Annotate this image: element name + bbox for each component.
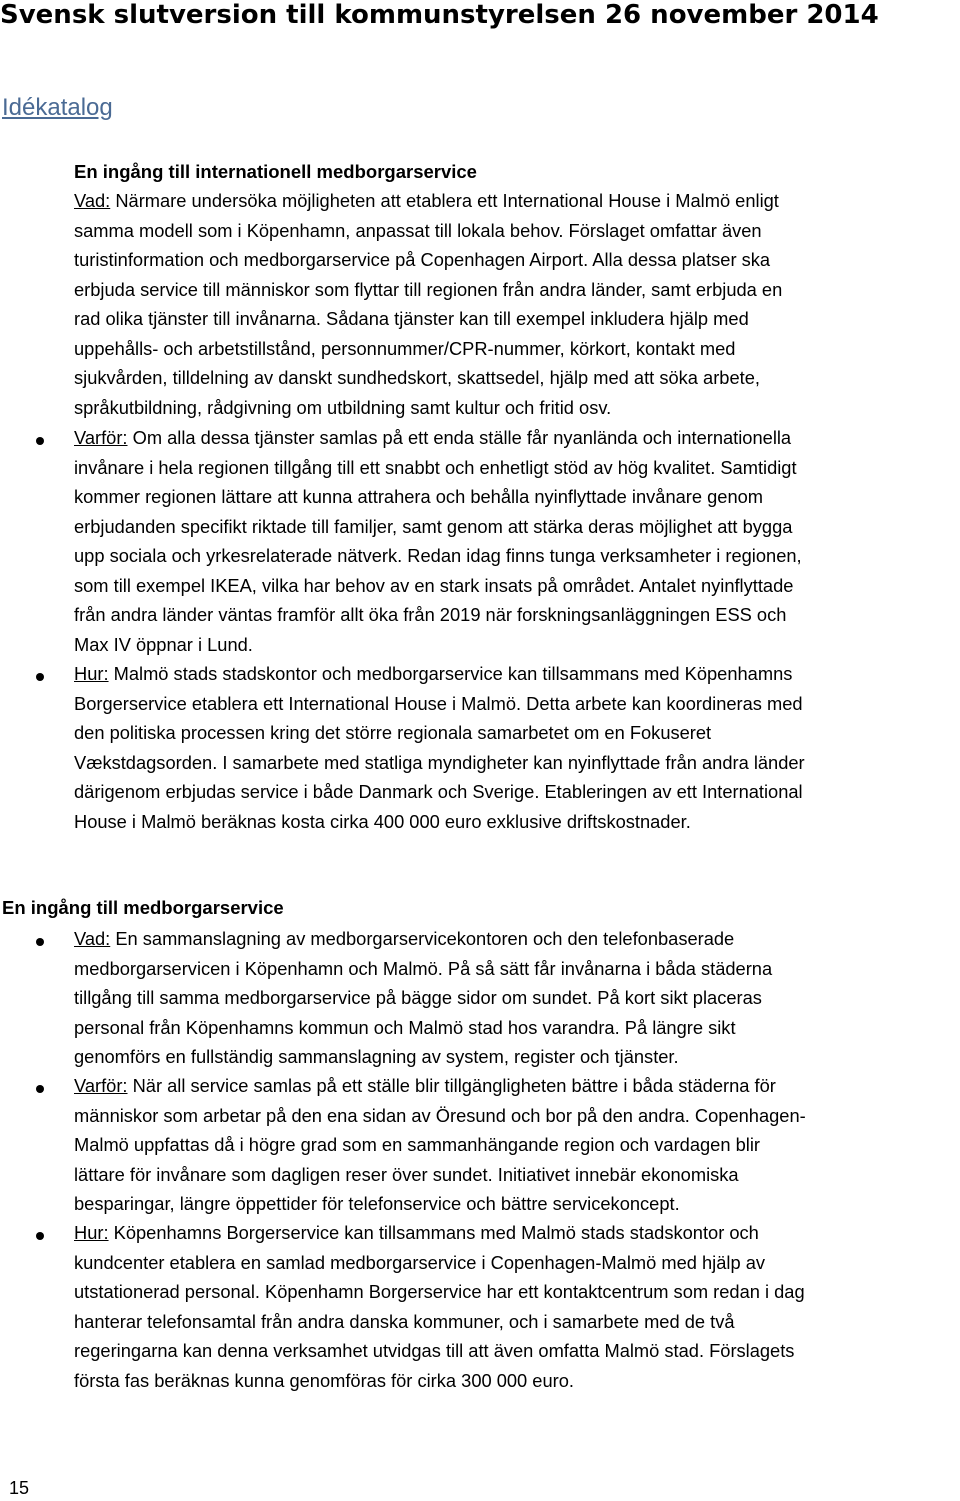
item-line: samma modell som i Köpenhamn, anpassat till lokala behov. Förslaget omfattar även: [74, 219, 762, 241]
item-line: första fas beräknas kunna genomföras för cirka 300 000 euro.: [74, 1369, 574, 1391]
item-line: turistinformation och medborgarservice på Copenhagen Airport. Alla dessa platser ska: [74, 249, 771, 270]
item-line: [74, 1071, 960, 1101]
item-line: invånare i hela regionen tillgång till ett snabbt och enhetligt stöd av hög kvalitet. Samtidigt: [74, 456, 797, 478]
item-line: Vækstdagsorden. I samarbete med statliga myndigheter kan nyinflyttade från andra länder: [74, 751, 805, 773]
item-line: utstationerad personal. Köpenhamn Borgerservice har ett kontaktcentrum som redan i dag: [74, 1281, 805, 1302]
item-line: [74, 924, 960, 954]
item-line: lättare för invånare som dagligen reser över sundet. Initiativet innebär ekonomiska: [74, 1163, 739, 1185]
item-line: som till exempel IKEA, vilka har behov av en stark insats på området. Antalet nyinflyttade: [74, 574, 794, 596]
item-line: erbjudanden specifikt riktade till familjer, samt genom att stärka deras möjlighet att bygga: [74, 515, 793, 537]
item-text: Närmare undersöka möjligheten att etablera ett International House i Malmö enligt: [110, 190, 779, 211]
section-title-citizen-service: En ingång till medborgarservice: [2, 897, 284, 918]
item-text: Malmö stads stadskontor och medborgarservice kan tillsammans med Köpenhamns: [108, 663, 793, 684]
item-text: En sammanslagning av medborgarservicekontoren och den telefonbaserade: [110, 928, 735, 949]
item-line: kommer regionen lättare att kunna attrahera och behålla nyinflyttade invånare genom: [74, 486, 764, 507]
item-line: kundcenter etablera en samlad medborgarservice i Copenhagen-Malmö med hjälp av: [74, 1251, 766, 1273]
item-label: Hur:: [74, 1222, 109, 1243]
page-title: Svensk slutversion till kommunstyrelsen 26 november 2014: [0, 0, 879, 30]
item-label: Hur:: [74, 663, 109, 684]
item-line: medborgarservicen i Köpenhamn och Malmö. På så sätt får invånarna i båda städerna: [74, 957, 773, 979]
bullet-icon: [36, 938, 44, 946]
item-line: Borgerservice etablera ett International House i Malmö. Detta arbete kan koordineras med: [74, 692, 803, 714]
item-line: Max IV öppnar i Lund.: [74, 633, 253, 655]
bullet-icon: [36, 1085, 44, 1093]
section-title-international-service: En ingång till internationell medborgarservice: [74, 161, 477, 182]
item-line: från andra länder väntas framför allt öka från 2019 när forskningsanläggningen ESS och: [74, 604, 787, 625]
item-line: personal från Köpenhamns kommun och Malmö stad hos varandra. På längre sikt: [74, 1016, 736, 1038]
item-text: Köpenhamns Borgerservice kan tillsammans med Malmö stads stadskontor och: [108, 1222, 759, 1243]
item-how-international: [74, 659, 960, 836]
item-text: När all service samlas på ett ställe blir tillgängligheten bättre i båda städerna för: [127, 1075, 776, 1096]
item-line: människor som arbetar på den ena sidan av Öresund och bor på den andra. Copenhagen-: [74, 1104, 806, 1126]
item-text: Om alla dessa tjänster samlas på ett enda ställe får nyanlända och internationella: [127, 427, 792, 448]
item-why-citizen: [74, 1071, 960, 1219]
item-line: erbjuda service till människor som flyttar till regionen från andra länder, samt erbjuda en: [74, 278, 783, 300]
item-line: Malmö uppfattas då i högre grad som en sammanhängande region och vardagen blir: [74, 1134, 760, 1155]
item-line: hanterar telefonsamtal från andra danska kommuner, och i samarbete med de två: [74, 1310, 735, 1332]
item-line: regeringarna kan denna verksamhet utvidgas till att även omfatta Malmö stad. Förslagets: [74, 1340, 795, 1361]
bullet-icon: [36, 673, 44, 681]
item-label: Vad:: [74, 190, 111, 211]
item-line: [74, 1218, 960, 1248]
item-why-international: [74, 423, 960, 659]
item-label: Varför:: [74, 427, 128, 448]
item-line: rad olika tjänster till invånarna. Sådana tjänster kan till exempel inkludera hjälp med: [74, 308, 749, 329]
item-line: House i Malmö beräknas kosta cirka 400 000 euro exklusive driftskostnader.: [74, 810, 691, 832]
item-line: tillgång till samma medborgarservice på bägge sidor om sundet. På kort sikt placeras: [74, 987, 762, 1008]
item-line: språkutbildning, rådgivning om utbildning samt kultur och fritid osv.: [74, 396, 612, 418]
item-line: [74, 423, 960, 453]
item-line: [74, 659, 960, 689]
item-line: besparingar, längre öppettider för telefonservice och bättre servicekoncept.: [74, 1193, 680, 1214]
item-label: Vad:: [74, 928, 111, 949]
item-line: uppehålls- och arbetstillstånd, personnummer/CPR-nummer, körkort, kontakt med: [74, 337, 736, 359]
item-line: genomförs en fullständig sammanslagning av system, register och tjänster.: [74, 1046, 679, 1067]
catalog-heading: Idékatalog: [2, 94, 113, 121]
item-line: därigenom erbjudas service i både Danmark och Sverige. Etableringen av ett International: [74, 781, 803, 802]
bullet-icon: [36, 437, 44, 445]
item-line: den politiska processen kring det större regionala samarbetet om en Fokuseret: [74, 722, 712, 743]
item-what-citizen: [74, 924, 960, 1072]
item-line: sjukvården, tilldelning av danskt sundhedskort, skattsedel, hjälp med att söka arbete,: [74, 367, 760, 388]
item-line: upp sociala och yrkesrelaterade nätverk. Redan idag finns tunga verksamheter i regionen,: [74, 545, 802, 566]
item-line: [74, 186, 960, 216]
page-number: 15: [9, 1478, 30, 1498]
bullet-icon: [36, 1232, 44, 1240]
item-how-citizen: [74, 1218, 960, 1395]
item-what-international: [74, 186, 960, 422]
item-label: Varför:: [74, 1075, 128, 1096]
